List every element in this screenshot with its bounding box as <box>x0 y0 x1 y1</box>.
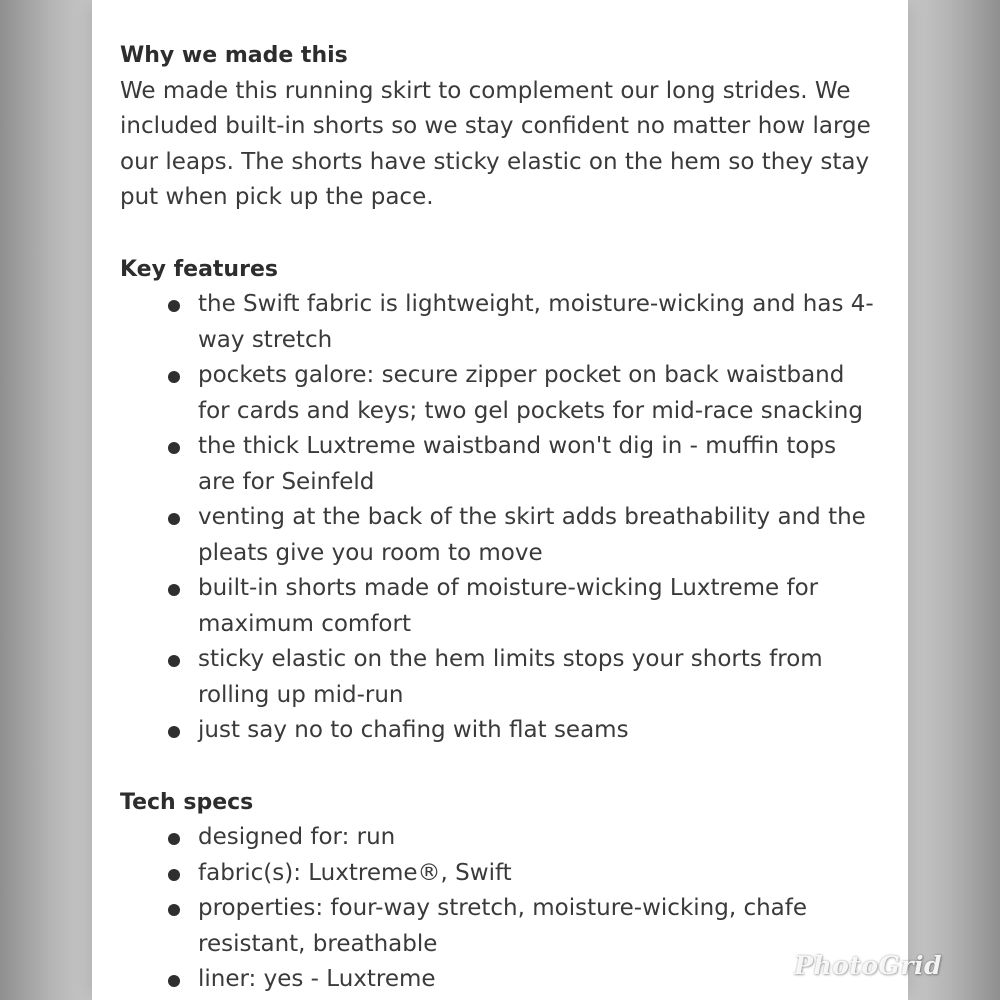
product-description-card <box>92 0 908 1000</box>
bullet-icon <box>168 726 180 738</box>
feature-item <box>120 429 880 500</box>
feature-text: built-in shorts made of moisture-wicking Luxtreme for maximum comfort <box>198 575 819 637</box>
why-we-made-this-section <box>120 38 880 216</box>
feature-item <box>120 287 880 358</box>
tech-specs-section <box>120 785 880 998</box>
feature-item <box>120 358 880 429</box>
product-description-content <box>120 38 880 998</box>
feature-text: just say no to chafing with flat seams <box>198 717 629 743</box>
bullet-icon <box>168 655 180 667</box>
spec-item <box>120 962 880 998</box>
spec-text: fabric(s): Luxtreme®, Swift <box>198 859 512 886</box>
photogrid-watermark: PhotoGrid <box>794 951 942 980</box>
tech-specs-list <box>120 820 880 998</box>
bullet-icon <box>168 833 180 845</box>
spec-item <box>120 856 880 892</box>
bullet-icon <box>168 869 180 881</box>
feature-text: venting at the back of the skirt adds breathability and the pleats give you room to move <box>198 504 866 566</box>
spec-text: properties: four-way stretch, moisture-wicking, chafe resistant, breathable <box>198 895 808 957</box>
feature-text: sticky elastic on the hem limits stops your shorts from rolling up mid-run <box>198 646 823 708</box>
feature-text: pockets galore: secure zipper pocket on back waistband for cards and keys; two gel pockets for mid-race snacking <box>198 362 863 424</box>
feature-item <box>120 571 880 642</box>
spec-text: liner: yes - Luxtreme <box>198 966 436 992</box>
key-features-heading: Key features <box>120 256 278 282</box>
bullet-icon <box>168 513 180 525</box>
key-features-section <box>120 252 880 749</box>
spec-item <box>120 891 880 962</box>
feature-item <box>120 642 880 713</box>
why-body-text: We made this running skirt to complement our long strides. We included built-in shorts so we stay confident no matter how large our leaps. The shorts have sticky elastic on the hem so they stay put when pick up the pace. <box>120 77 871 210</box>
bullet-icon <box>168 584 180 596</box>
bullet-icon <box>168 300 180 312</box>
feature-text: the thick Luxtreme waistband won't dig in - muffin tops are for Seinfeld <box>198 433 837 495</box>
bullet-icon <box>168 442 180 454</box>
why-heading: Why we made this <box>120 43 348 68</box>
feature-item <box>120 500 880 571</box>
spec-text: designed for: run <box>198 824 396 850</box>
feature-text: the Swift fabric is lightweight, moisture-wicking and has 4-way stretch <box>198 291 874 353</box>
bullet-icon <box>168 371 180 383</box>
tech-specs-heading: Tech specs <box>120 789 254 815</box>
spec-item <box>120 820 880 856</box>
key-features-list <box>120 287 880 749</box>
bullet-icon <box>168 975 180 987</box>
bullet-icon <box>168 904 180 916</box>
feature-item <box>120 713 880 749</box>
